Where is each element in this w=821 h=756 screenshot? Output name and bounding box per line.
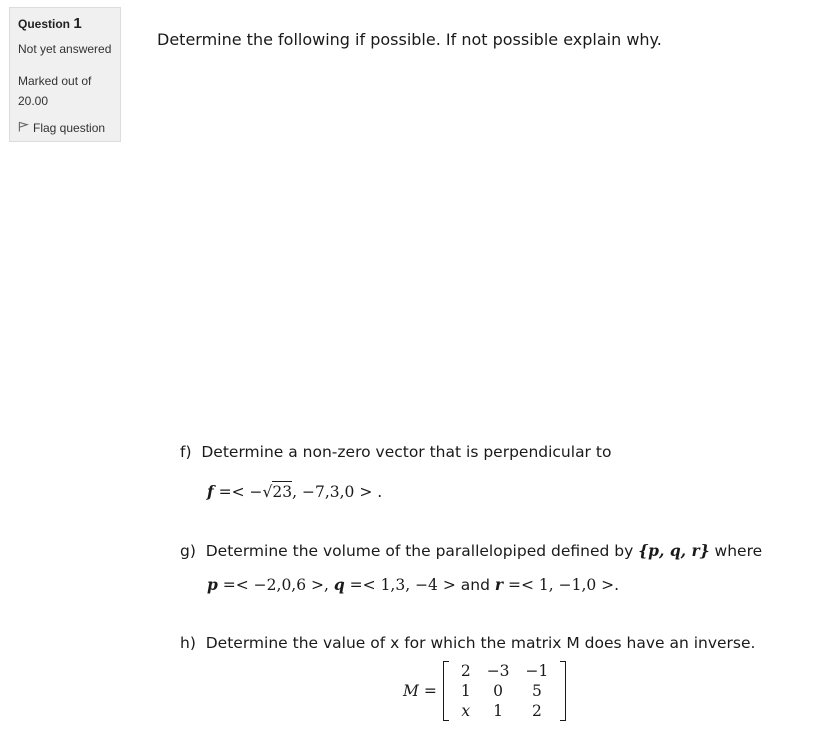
- part-g-and: and: [460, 576, 490, 594]
- part-h-text: Determine the value of x for which the matrix M does have an inverse.: [205, 634, 756, 652]
- question-state: Not yet answered: [18, 42, 112, 56]
- vector-p-value: =< −2,0,6 >,: [217, 576, 329, 594]
- vector-r-name: r: [494, 575, 504, 594]
- matrix-cell: 1: [493, 702, 504, 720]
- vector-p-name: p: [207, 575, 218, 594]
- part-h-label: h): [180, 634, 196, 652]
- vector-q-name: q: [333, 575, 345, 594]
- matrix-m: [403, 661, 566, 721]
- matrix-cell: −1: [525, 662, 549, 680]
- matrix-cell: 2: [460, 662, 471, 680]
- part-f-vector: f =< −√23, −7,3,0 > .: [207, 482, 383, 501]
- vector-f-radicand: 23: [272, 483, 293, 501]
- question-info-panel: [9, 7, 121, 142]
- matrix-m-body: [443, 661, 567, 721]
- question-text: Determine the following if possible. If not possible explain why.: [157, 30, 662, 49]
- question-grade: [18, 71, 112, 111]
- question-label: Question: [18, 17, 71, 31]
- vector-r-value: =< 1, −1,0 >.: [503, 576, 620, 594]
- question-number: [18, 15, 112, 32]
- question-number-value: 1: [73, 15, 82, 32]
- matrix-cell: 1: [460, 682, 471, 700]
- matrix-row: [453, 681, 557, 701]
- vector-f-name: f: [207, 482, 214, 501]
- flag-icon: [18, 121, 29, 135]
- part-g-set: {p, q, r}: [638, 541, 710, 560]
- part-h-heading: [180, 634, 755, 652]
- matrix-cell: 2: [532, 702, 542, 720]
- matrix-cell: x: [461, 702, 471, 720]
- grade-value: 20.00: [18, 94, 49, 108]
- part-f-label: f): [180, 443, 192, 461]
- vector-f-prefix: =< −: [213, 483, 263, 501]
- grade-label: Marked out of: [18, 74, 92, 88]
- part-g-vectors: [207, 575, 619, 594]
- matrix-cell: 5: [532, 682, 542, 700]
- flag-question-label: Flag question: [33, 121, 106, 135]
- part-g-heading: [180, 541, 762, 560]
- part-f-text: Determine a non-zero vector that is perpendicular to: [201, 443, 612, 461]
- matrix-row: [453, 701, 557, 721]
- vector-f-rest: , −7,3,0 > .: [292, 483, 383, 501]
- flag-question-link[interactable]: [18, 121, 112, 135]
- matrix-cell: −3: [486, 662, 510, 680]
- matrix-row: [453, 661, 557, 681]
- part-g-where: where: [714, 542, 763, 560]
- matrix-m-lhs: M =: [403, 682, 437, 700]
- part-g-text: Determine the volume of the parallelopiped defined by: [205, 542, 634, 560]
- part-f-heading: [180, 443, 611, 461]
- part-g-label: g): [180, 542, 196, 560]
- matrix-cell: 0: [493, 682, 504, 700]
- vector-q-value: =< 1,3, −4 >: [344, 576, 456, 594]
